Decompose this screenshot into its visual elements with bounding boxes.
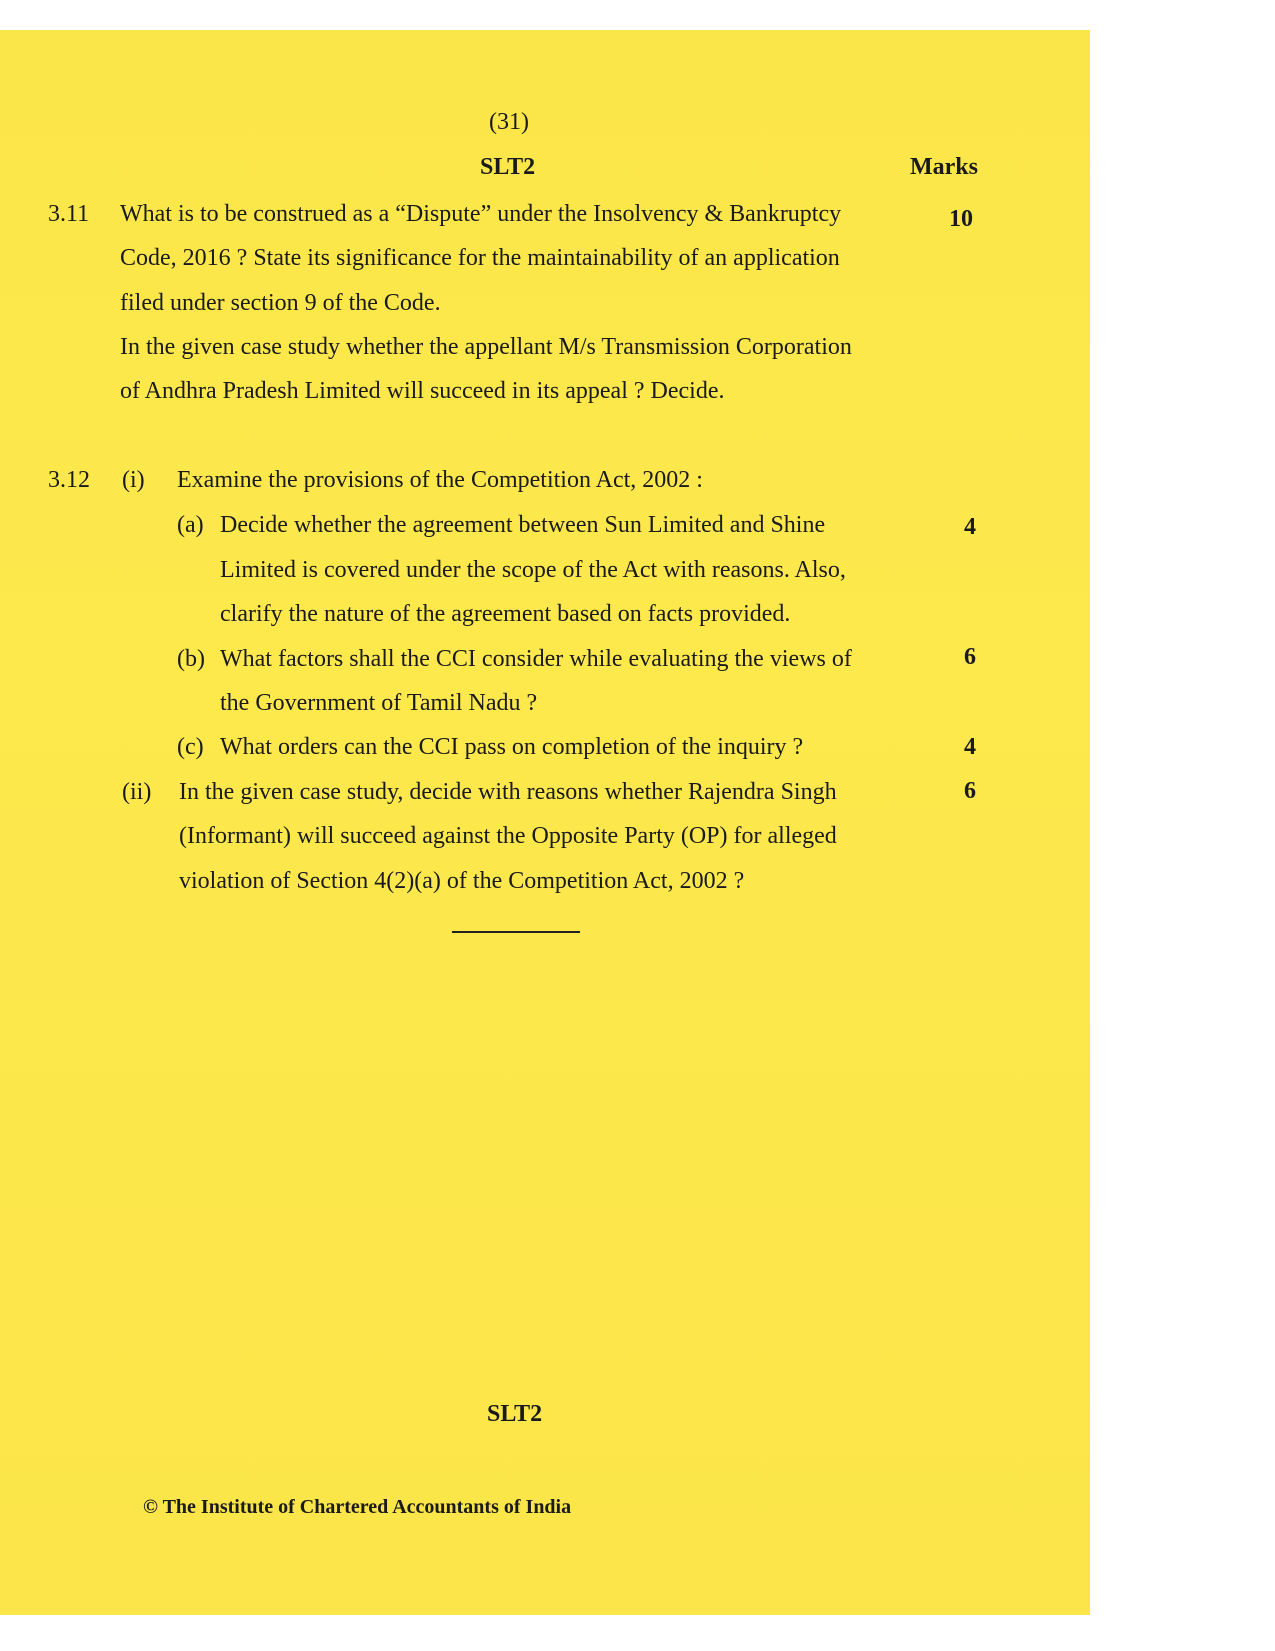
question-line: What orders can the CCI pass on completion of the inquiry ? — [220, 734, 804, 760]
question-line: Limited is covered under the scope of the Act with reasons. Also, — [220, 557, 846, 583]
marks-value: 6 — [964, 644, 976, 670]
part-label: (i) — [122, 467, 145, 493]
question-line: Code, 2016 ? State its significance for the maintainability of an application — [120, 245, 840, 271]
question-line: (Informant) will succeed against the Opposite Party (OP) for alleged — [179, 823, 837, 849]
marks-value: 10 — [949, 206, 973, 232]
question-number: 3.12 — [48, 467, 90, 493]
sub-part-label: (b) — [177, 646, 205, 672]
question-number: 3.11 — [48, 201, 90, 227]
question-line: What factors shall the CCI consider while evaluating the views of — [220, 646, 852, 672]
marks-value: 6 — [964, 778, 976, 804]
question-line: the Government of Tamil Nadu ? — [220, 690, 538, 716]
marks-column-header: Marks — [910, 154, 978, 180]
marks-value: 4 — [964, 514, 976, 540]
end-divider — [452, 931, 580, 933]
question-line: clarify the nature of the agreement based on facts provided. — [220, 601, 791, 627]
question-line: of Andhra Pradesh Limited will succeed in its appeal ? Decide. — [120, 378, 725, 404]
question-line: violation of Section 4(2)(a) of the Competition Act, 2002 ? — [179, 868, 745, 894]
question-line: filed under section 9 of the Code. — [120, 290, 441, 316]
copyright-notice: © The Institute of Chartered Accountants of India — [143, 1496, 572, 1518]
marks-value: 4 — [964, 734, 976, 760]
question-line: What is to be construed as a “Dispute” under the Insolvency & Bankruptcy — [120, 201, 842, 227]
question-line: Decide whether the agreement between Sun Limited and Shine — [220, 512, 826, 538]
question-line: In the given case study, decide with reasons whether Rajendra Singh — [179, 779, 837, 805]
question-line: In the given case study whether the appellant M/s Transmission Corporation — [120, 334, 852, 360]
paper-code-footer: SLT2 — [487, 1401, 543, 1427]
part-label: (ii) — [122, 779, 152, 805]
sub-part-label: (c) — [177, 734, 204, 760]
sub-part-label: (a) — [177, 512, 204, 538]
page-number: (31) — [489, 109, 529, 135]
part-intro: Examine the provisions of the Competition Act, 2002 : — [177, 467, 703, 493]
paper-code-header: SLT2 — [480, 154, 536, 180]
